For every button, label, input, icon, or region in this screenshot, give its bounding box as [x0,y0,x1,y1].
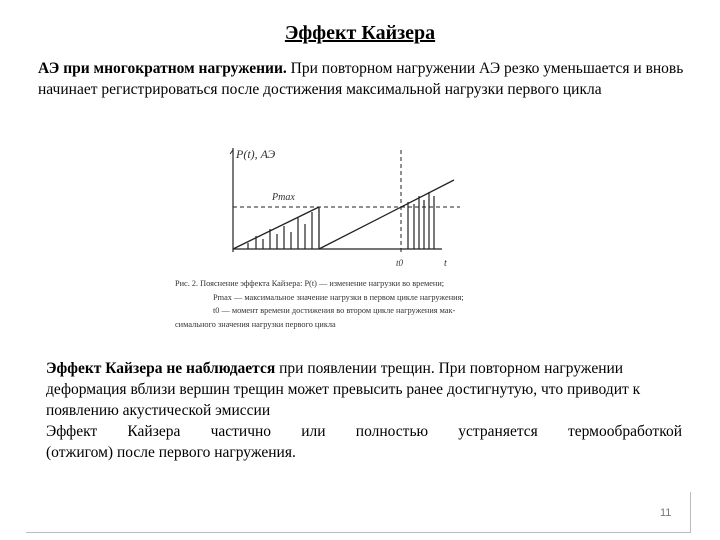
annealing-line: Эффект Кайзера частично или полностью устраняется термообработкой [46,423,682,440]
ae-hits-second-cycle [408,192,434,249]
caption-line: симального значения нагрузки первого цикла [175,319,336,329]
ae-hits-first-cycle [248,212,312,249]
pmax-label: Pmax [272,192,295,203]
figure-caption [175,277,550,331]
intro-text: При повторном нагружении АЭ резко уменьшается и вновь начинает регистрироваться после достижения максимальной нагрузки первого цикла [38,60,684,98]
intro-paragraph [38,58,688,100]
caption-line: t0 — момент времени достижения во втором цикле нагружения мак- [213,306,456,315]
y-axis-label: P(t), АЭ [236,147,276,161]
body-paragraph [46,358,682,463]
x-axis-label: t [444,258,447,269]
t0-label: t0 [396,258,404,268]
intro-lead: АЭ при многократном нагружении. [38,60,287,77]
first-cycle-load [233,207,319,249]
page-number: 11 [660,507,672,519]
body-lead: Эффект Кайзера не наблюдается [46,360,276,377]
annealing-tail: (отжигом) после первого нагружения. [46,444,296,461]
slide-title: Эффект Кайзера [284,22,436,44]
caption-line: Рис. 2. Пояснение эффекта Кайзера: P(t) — изменение нагрузки во времени; [175,279,445,288]
body-text: при появлении трещин. При повторном нагружении деформация вблизи вершин трещин может превысить ранее достигнутую, что приводит к появлению акустической эмиссии [46,360,641,419]
slide-frame [26,492,691,533]
caption-line: Pmax — максимальное значение нагрузки в первом цикле нагружения; [213,292,464,302]
